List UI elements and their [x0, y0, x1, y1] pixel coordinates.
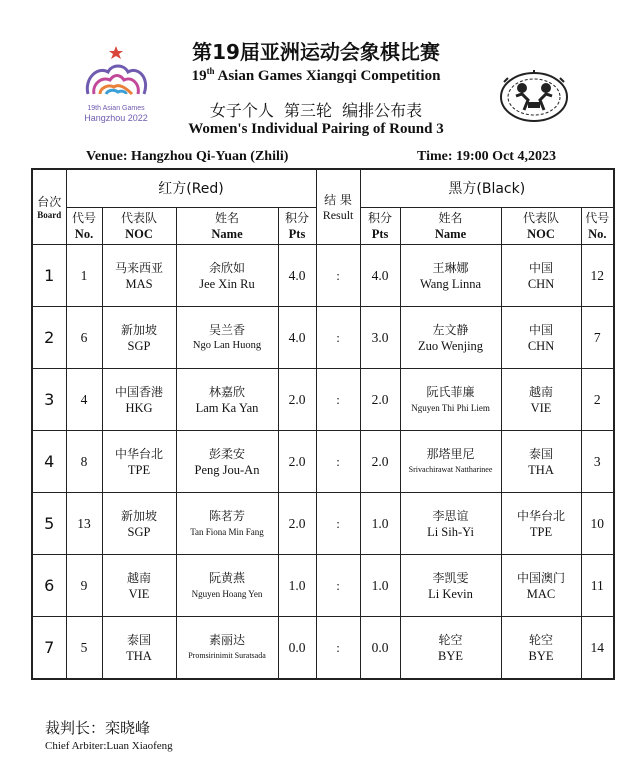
black-noc	[501, 555, 581, 617]
red-noc-en: VIE	[128, 586, 150, 601]
red-name-en: Tan Fiona Min Fang	[190, 526, 264, 537]
black-pts-header-cn: 积分	[368, 211, 393, 225]
red-pts-header	[278, 208, 316, 245]
black-name-en: Wang Linna	[419, 276, 482, 291]
title-en-suffix: th	[206, 66, 215, 76]
red-name-en: Ngo Lan Huong	[192, 339, 262, 351]
time-label: Time: 19:00 Oct 4,2023	[417, 149, 556, 164]
black-name-en: BYE	[438, 648, 464, 663]
red-name-en: Jee Xin Ru	[199, 276, 255, 291]
result-cell: :	[316, 431, 360, 493]
red-name-cn: 彭柔安	[208, 446, 245, 461]
black-pts: 3.0	[360, 307, 400, 369]
black-noc-cn: 泰国	[529, 446, 554, 461]
black-pts: 0.0	[360, 617, 400, 680]
black-pts: 4.0	[360, 245, 400, 307]
black-name-en: Srivachirawat Nattharinee	[408, 464, 493, 474]
black-pts: 2.0	[360, 431, 400, 493]
red-player-no: 9	[66, 555, 102, 617]
board-header	[32, 169, 66, 245]
black-player-name	[400, 493, 501, 555]
red-pts: 2.0	[278, 369, 316, 431]
venue-label: Venue: Hangzhou Qi-Yuan (Zhili)	[86, 149, 289, 164]
black-name-header	[400, 208, 501, 245]
board-header-cn: 台次	[37, 195, 62, 209]
result-header	[316, 169, 360, 245]
black-noc	[501, 369, 581, 431]
red-noc	[102, 493, 176, 555]
red-name-cn: 林嘉欣	[208, 384, 245, 399]
board-number: 2	[32, 307, 66, 369]
red-noc	[102, 245, 176, 307]
red-pts: 2.0	[278, 431, 316, 493]
black-name-en: Li Kevin	[428, 586, 473, 601]
black-no-header	[581, 208, 614, 245]
red-noc	[102, 555, 176, 617]
red-player-name	[176, 245, 278, 307]
red-noc-en: HKG	[125, 400, 153, 415]
black-name-header-cn: 姓名	[438, 211, 463, 225]
red-player-no: 8	[66, 431, 102, 493]
black-side-label: 黑方(Black)	[448, 180, 526, 197]
red-pts: 2.0	[278, 493, 316, 555]
red-noc	[102, 617, 176, 680]
red-name-header-cn: 姓名	[214, 211, 239, 225]
black-player-no: 14	[581, 617, 614, 680]
red-player-name	[176, 369, 278, 431]
result-cell: :	[316, 617, 360, 680]
black-name-en: Zuo Wenjing	[417, 338, 484, 353]
red-name-en: Nguyen Hoang Yen	[191, 588, 263, 599]
black-noc-cn: 越南	[529, 384, 554, 399]
black-name-cn: 王琳娜	[432, 260, 469, 275]
result-cell: :	[316, 369, 360, 431]
black-no-header-en: No.	[588, 227, 607, 241]
result-header-en: Result	[322, 207, 354, 222]
black-noc-cn: 中国	[529, 322, 554, 337]
black-pts-header-en: Pts	[371, 227, 389, 241]
red-player-name	[176, 555, 278, 617]
black-player-name	[400, 245, 501, 307]
black-pts: 1.0	[360, 555, 400, 617]
red-noc-en: MAS	[125, 276, 153, 291]
black-noc-header-cn: 代表队	[523, 211, 560, 225]
red-pts: 4.0	[278, 245, 316, 307]
black-noc-cn: 轮空	[529, 632, 554, 647]
red-player-name	[176, 617, 278, 680]
black-noc-en: THA	[528, 462, 554, 477]
board-number: 5	[32, 493, 66, 555]
logo-line1: 19th Asian Games	[87, 105, 145, 112]
black-pts: 2.0	[360, 369, 400, 431]
black-noc-en: VIE	[530, 400, 552, 415]
black-noc-en: CHN	[527, 276, 555, 291]
red-side-header	[66, 169, 316, 208]
red-noc-header-en: NOC	[125, 227, 153, 241]
black-noc-en: CHN	[527, 338, 555, 353]
black-name-cn: 左文静	[432, 322, 469, 337]
chief-arbiter-cn: 裁判长：栾晓峰	[45, 719, 151, 737]
red-noc	[102, 369, 176, 431]
table-row	[32, 617, 614, 680]
red-pts: 0.0	[278, 617, 316, 680]
table-row	[32, 555, 614, 617]
result-header-cn: 结 果	[324, 192, 352, 207]
red-name-header	[176, 208, 278, 245]
red-name-cn: 阮黄燕	[208, 570, 245, 585]
red-name-cn: 素丽达	[208, 632, 245, 647]
black-name-cn: 那塔里尼	[426, 446, 475, 461]
title-en-number: 19	[191, 68, 207, 84]
black-noc	[501, 245, 581, 307]
red-noc-cn: 新加坡	[120, 508, 157, 523]
subtitle-chinese: 女子个人 第三轮 编排公布表	[209, 101, 423, 120]
red-player-name	[176, 307, 278, 369]
table-row	[32, 245, 614, 307]
board-number: 7	[32, 617, 66, 680]
red-side-label: 红方(Red)	[158, 180, 224, 197]
title-en-text: Asian Games Xiangqi Competition	[214, 68, 441, 84]
red-noc-cn: 新加坡	[120, 322, 157, 337]
black-player-no: 12	[581, 245, 614, 307]
red-no-header-en: No.	[74, 227, 94, 241]
red-name-cn: 吴兰香	[208, 322, 245, 337]
red-name-en: Peng Jou-An	[194, 462, 260, 477]
red-player-no: 13	[66, 493, 102, 555]
board-number: 6	[32, 555, 66, 617]
black-player-no: 7	[581, 307, 614, 369]
black-player-no: 2	[581, 369, 614, 431]
red-name-header-en: Name	[211, 227, 243, 241]
black-player-name	[400, 617, 501, 680]
black-noc-header-en: NOC	[527, 227, 555, 241]
black-noc	[501, 307, 581, 369]
result-cell: :	[316, 555, 360, 617]
black-noc-en: MAC	[526, 586, 556, 601]
black-noc-cn: 中华台北	[517, 508, 566, 523]
red-noc-en: TPE	[127, 462, 151, 477]
black-noc-cn: 中国	[529, 260, 554, 275]
red-name-cn: 余欣如	[208, 260, 245, 275]
black-pts-header	[360, 208, 400, 245]
red-noc-header-cn: 代表队	[120, 211, 157, 225]
table-row	[32, 307, 614, 369]
black-name-en: Nguyen Thi Phi Liem	[411, 402, 490, 413]
black-name-cn: 李思谊	[432, 508, 469, 523]
table-row	[32, 369, 614, 431]
black-player-name	[400, 555, 501, 617]
red-pts: 1.0	[278, 555, 316, 617]
red-noc	[102, 307, 176, 369]
red-name-en: Lam Ka Yan	[195, 400, 259, 415]
black-name-cn: 阮氏菲廉	[426, 384, 475, 399]
red-noc-en: SGP	[127, 524, 151, 539]
red-name-en: Promsirinimit Suratsada	[188, 650, 266, 660]
black-name-cn: 轮空	[438, 632, 463, 647]
black-noc	[501, 617, 581, 680]
black-player-name	[400, 307, 501, 369]
red-player-no: 1	[66, 245, 102, 307]
title-chinese: 第19届亚洲运动会象棋比赛	[192, 40, 440, 64]
logo-line2: Hangzhou 2022	[84, 113, 148, 123]
subtitle-english: Women's Individual Pairing of Round 3	[188, 121, 444, 137]
board-header-en: Board	[37, 210, 62, 220]
black-noc	[501, 431, 581, 493]
board-number: 4	[32, 431, 66, 493]
red-noc-en: SGP	[127, 338, 151, 353]
black-pts: 1.0	[360, 493, 400, 555]
red-pts-header-cn: 积分	[285, 211, 310, 225]
red-player-name	[176, 493, 278, 555]
red-player-no: 6	[66, 307, 102, 369]
red-noc-header	[102, 208, 176, 245]
black-player-name	[400, 431, 501, 493]
chief-arbiter-en: Chief Arbiter:Luan Xiaofeng	[45, 740, 173, 752]
black-player-name	[400, 369, 501, 431]
result-cell: :	[316, 307, 360, 369]
red-no-header	[66, 208, 102, 245]
pairing-table	[31, 168, 615, 680]
red-noc-cn: 越南	[126, 570, 151, 585]
black-noc-en: BYE	[528, 648, 554, 663]
black-name-en: Li Sih-Yi	[427, 524, 474, 539]
black-name-cn: 李凯雯	[432, 570, 469, 585]
table-row	[32, 493, 614, 555]
red-noc	[102, 431, 176, 493]
black-side-header	[360, 169, 614, 208]
black-noc-cn: 中国澳门	[517, 570, 566, 585]
board-number: 1	[32, 245, 66, 307]
table-row	[32, 431, 614, 493]
black-player-no: 3	[581, 431, 614, 493]
red-noc-en: THA	[126, 648, 152, 663]
black-noc-en: TPE	[529, 524, 553, 539]
black-player-no: 11	[581, 555, 614, 617]
board-number: 3	[32, 369, 66, 431]
red-name-cn: 陈茗芳	[208, 508, 245, 523]
red-player-no: 5	[66, 617, 102, 680]
black-player-no: 10	[581, 493, 614, 555]
black-noc-header	[501, 208, 581, 245]
red-noc-cn: 中华台北	[114, 446, 163, 461]
red-pts-header-en: Pts	[288, 227, 306, 241]
document-header	[0, 0, 632, 150]
black-no-header-cn: 代号	[585, 211, 610, 225]
red-pts: 4.0	[278, 307, 316, 369]
result-cell: :	[316, 245, 360, 307]
red-noc-cn: 马来西亚	[114, 260, 163, 275]
red-no-header-cn: 代号	[71, 211, 96, 225]
black-noc	[501, 493, 581, 555]
red-noc-cn: 中国香港	[114, 384, 163, 399]
result-cell: :	[316, 493, 360, 555]
red-player-name	[176, 431, 278, 493]
red-noc-cn: 泰国	[126, 632, 151, 647]
black-name-header-en: Name	[434, 227, 467, 241]
red-player-no: 4	[66, 369, 102, 431]
